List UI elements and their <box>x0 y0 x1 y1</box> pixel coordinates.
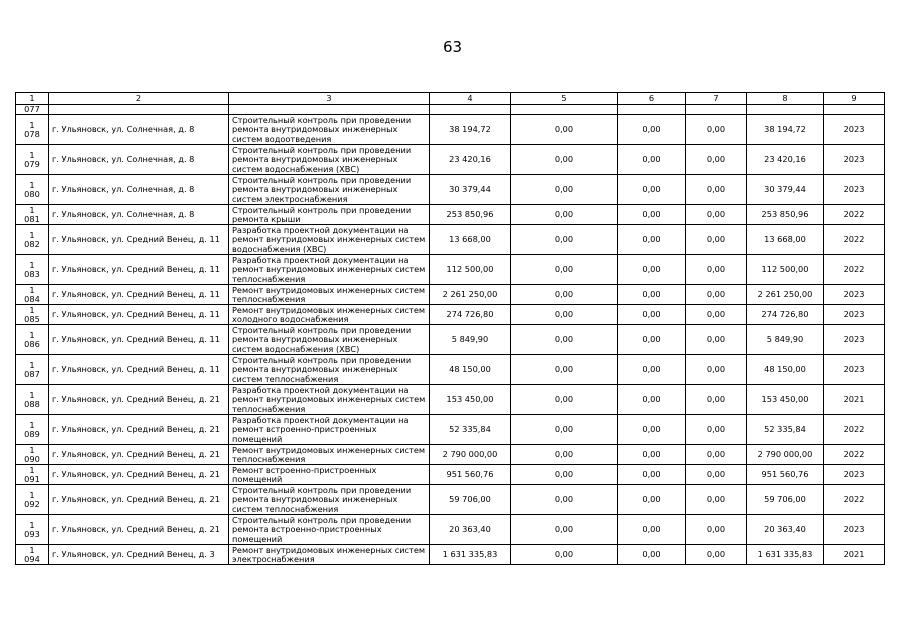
address-cell <box>49 105 229 115</box>
address-cell: г. Ульяновск, ул. Солнечная, д. 8 <box>49 115 229 145</box>
col8-cell: 13 668,00 <box>747 225 824 255</box>
col5-cell: 0,00 <box>511 485 618 515</box>
year-cell: 2023 <box>824 145 885 175</box>
address-cell: г. Ульяновск, ул. Солнечная, д. 8 <box>49 205 229 225</box>
year-cell: 2022 <box>824 255 885 285</box>
address-cell: г. Ульяновск, ул. Солнечная, д. 8 <box>49 175 229 205</box>
work-type-cell: Строительный контроль при проведении ремонта внутридомовых инженерных систем электроснабжения <box>229 175 430 205</box>
work-type-cell: Строительный контроль при проведении ремонта внутридомовых инженерных систем теплоснабжения <box>229 485 430 515</box>
work-type-cell: Ремонт внутридомовых инженерных систем холодного водоснабжения <box>229 305 430 325</box>
col6-cell: 0,00 <box>618 515 686 545</box>
work-type-cell: Разработка проектной документации на ремонт внутридомовых инженерных систем водоснабжения (ХВС) <box>229 225 430 255</box>
year-cell <box>824 105 885 115</box>
work-type-cell: Строительный контроль при проведении ремонта внутридомовых инженерных систем водоотведения <box>229 115 430 145</box>
table-body <box>16 105 885 565</box>
col8-cell: 5 849,90 <box>747 325 824 355</box>
table-row <box>16 415 885 445</box>
table-row <box>16 465 885 485</box>
col6-cell: 0,00 <box>618 325 686 355</box>
col8-cell: 52 335,84 <box>747 415 824 445</box>
work-type-cell: Разработка проектной документации на ремонт встроенно-пристроенных помещений <box>229 415 430 445</box>
col6-cell: 0,00 <box>618 305 686 325</box>
total-cost-cell: 951 560,76 <box>430 465 511 485</box>
col5-cell: 0,00 <box>511 465 618 485</box>
work-type-cell: Строительный контроль при проведении ремонта внутридомовых инженерных систем теплоснабжения <box>229 355 430 385</box>
col8-cell: 253 850,96 <box>747 205 824 225</box>
col-header-9: 9 <box>824 93 885 105</box>
table-row <box>16 175 885 205</box>
year-cell: 2022 <box>824 415 885 445</box>
total-cost-cell: 20 363,40 <box>430 515 511 545</box>
row-number: 1 080 <box>16 175 49 205</box>
address-cell: г. Ульяновск, ул. Солнечная, д. 8 <box>49 145 229 175</box>
row-number: 1 083 <box>16 255 49 285</box>
year-cell: 2023 <box>824 325 885 355</box>
work-type-cell: Строительный контроль при проведении ремонта встроенно-пристроенных помещений <box>229 515 430 545</box>
col5-cell: 0,00 <box>511 255 618 285</box>
col7-cell <box>686 105 747 115</box>
col7-cell: 0,00 <box>686 305 747 325</box>
col-header-8: 8 <box>747 93 824 105</box>
col5-cell: 0,00 <box>511 355 618 385</box>
address-cell: г. Ульяновск, ул. Средний Венец, д. 11 <box>49 355 229 385</box>
col6-cell: 0,00 <box>618 255 686 285</box>
col8-cell <box>747 105 824 115</box>
col6-cell: 0,00 <box>618 205 686 225</box>
address-cell: г. Ульяновск, ул. Средний Венец, д. 11 <box>49 255 229 285</box>
table-row <box>16 255 885 285</box>
work-type-cell: Ремонт внутридомовых инженерных систем электроснабжения <box>229 545 430 565</box>
col8-cell: 1 631 335,83 <box>747 545 824 565</box>
col8-cell: 274 726,80 <box>747 305 824 325</box>
col7-cell: 0,00 <box>686 415 747 445</box>
year-cell: 2022 <box>824 485 885 515</box>
col-header-2: 2 <box>49 93 229 105</box>
col7-cell: 0,00 <box>686 385 747 415</box>
total-cost-cell: 112 500,00 <box>430 255 511 285</box>
col7-cell: 0,00 <box>686 205 747 225</box>
col5-cell: 0,00 <box>511 205 618 225</box>
year-cell: 2022 <box>824 205 885 225</box>
col8-cell: 30 379,44 <box>747 175 824 205</box>
table-row <box>16 115 885 145</box>
row-number: 1 079 <box>16 145 49 175</box>
row-number: 1 090 <box>16 445 49 465</box>
col5-cell: 0,00 <box>511 545 618 565</box>
table-row <box>16 205 885 225</box>
work-type-cell: Строительный контроль при проведении ремонта крыши <box>229 205 430 225</box>
col8-cell: 20 363,40 <box>747 515 824 545</box>
col8-cell: 2 261 250,00 <box>747 285 824 305</box>
year-cell: 2023 <box>824 285 885 305</box>
col5-cell: 0,00 <box>511 415 618 445</box>
table-row <box>16 385 885 415</box>
col8-cell: 153 450,00 <box>747 385 824 415</box>
col8-cell: 112 500,00 <box>747 255 824 285</box>
total-cost-cell: 48 150,00 <box>430 355 511 385</box>
col6-cell: 0,00 <box>618 285 686 305</box>
total-cost-cell: 274 726,80 <box>430 305 511 325</box>
table-row <box>16 485 885 515</box>
address-cell: г. Ульяновск, ул. Средний Венец, д. 11 <box>49 285 229 305</box>
total-cost-cell: 2 261 250,00 <box>430 285 511 305</box>
year-cell: 2023 <box>824 115 885 145</box>
table-row <box>16 515 885 545</box>
col8-cell: 38 194,72 <box>747 115 824 145</box>
address-cell: г. Ульяновск, ул. Средний Венец, д. 21 <box>49 515 229 545</box>
address-cell: г. Ульяновск, ул. Средний Венец, д. 3 <box>49 545 229 565</box>
col6-cell <box>618 105 686 115</box>
row-number: 1 089 <box>16 415 49 445</box>
col7-cell: 0,00 <box>686 445 747 465</box>
work-type-cell: Ремонт внутридомовых инженерных систем теплоснабжения <box>229 285 430 305</box>
row-number: 1 082 <box>16 225 49 255</box>
col5-cell: 0,00 <box>511 175 618 205</box>
year-cell: 2021 <box>824 385 885 415</box>
work-type-cell <box>229 105 430 115</box>
year-cell: 2023 <box>824 305 885 325</box>
header-row <box>16 93 885 105</box>
address-cell: г. Ульяновск, ул. Средний Венец, д. 21 <box>49 465 229 485</box>
col-header-5: 5 <box>511 93 618 105</box>
repair-plan-table <box>15 92 885 565</box>
table-row <box>16 445 885 465</box>
table-row <box>16 145 885 175</box>
address-cell: г. Ульяновск, ул. Средний Венец, д. 11 <box>49 325 229 355</box>
table-row <box>16 325 885 355</box>
address-cell: г. Ульяновск, ул. Средний Венец, д. 21 <box>49 445 229 465</box>
col7-cell: 0,00 <box>686 325 747 355</box>
col5-cell: 0,00 <box>511 225 618 255</box>
total-cost-cell: 52 335,84 <box>430 415 511 445</box>
col5-cell: 0,00 <box>511 145 618 175</box>
col5-cell: 0,00 <box>511 325 618 355</box>
work-type-cell: Ремонт встроенно-пристроенных помещений <box>229 465 430 485</box>
total-cost-cell: 23 420,16 <box>430 145 511 175</box>
work-type-cell: Строительный контроль при проведении ремонта внутридомовых инженерных систем водоснабжения (ХВС) <box>229 145 430 175</box>
page-number: 63 <box>442 38 463 56</box>
total-cost-cell: 59 706,00 <box>430 485 511 515</box>
col6-cell: 0,00 <box>618 145 686 175</box>
row-number: 1 088 <box>16 385 49 415</box>
year-cell: 2021 <box>824 545 885 565</box>
work-type-cell: Разработка проектной документации на ремонт внутридомовых инженерных систем теплоснабжения <box>229 385 430 415</box>
address-cell: г. Ульяновск, ул. Средний Венец, д. 11 <box>49 225 229 255</box>
col7-cell: 0,00 <box>686 545 747 565</box>
col5-cell: 0,00 <box>511 515 618 545</box>
row-number: 1 086 <box>16 325 49 355</box>
year-cell: 2023 <box>824 465 885 485</box>
row-number: 1 091 <box>16 465 49 485</box>
col6-cell: 0,00 <box>618 445 686 465</box>
col-header-6: 6 <box>618 93 686 105</box>
col5-cell: 0,00 <box>511 385 618 415</box>
col7-cell: 0,00 <box>686 285 747 305</box>
col7-cell: 0,00 <box>686 355 747 385</box>
row-number: 077 <box>16 105 49 115</box>
table-row <box>16 105 885 115</box>
col6-cell: 0,00 <box>618 415 686 445</box>
col6-cell: 0,00 <box>618 115 686 145</box>
year-cell: 2022 <box>824 445 885 465</box>
col-header-1: 1 <box>16 93 49 105</box>
address-cell: г. Ульяновск, ул. Средний Венец, д. 11 <box>49 305 229 325</box>
col8-cell: 2 790 000,00 <box>747 445 824 465</box>
total-cost-cell <box>430 105 511 115</box>
col5-cell <box>511 105 618 115</box>
year-cell: 2022 <box>824 225 885 255</box>
table-row <box>16 225 885 255</box>
col6-cell: 0,00 <box>618 355 686 385</box>
col7-cell: 0,00 <box>686 485 747 515</box>
work-type-cell: Ремонт внутридомовых инженерных систем теплоснабжения <box>229 445 430 465</box>
col5-cell: 0,00 <box>511 305 618 325</box>
col6-cell: 0,00 <box>618 225 686 255</box>
col6-cell: 0,00 <box>618 465 686 485</box>
col6-cell: 0,00 <box>618 485 686 515</box>
col5-cell: 0,00 <box>511 285 618 305</box>
col5-cell: 0,00 <box>511 115 618 145</box>
table-row <box>16 355 885 385</box>
col7-cell: 0,00 <box>686 255 747 285</box>
col7-cell: 0,00 <box>686 115 747 145</box>
col7-cell: 0,00 <box>686 225 747 255</box>
col7-cell: 0,00 <box>686 145 747 175</box>
table-row <box>16 285 885 305</box>
col6-cell: 0,00 <box>618 175 686 205</box>
col6-cell: 0,00 <box>618 545 686 565</box>
row-number: 1 081 <box>16 205 49 225</box>
col8-cell: 23 420,16 <box>747 145 824 175</box>
row-number: 1 084 <box>16 285 49 305</box>
address-cell: г. Ульяновск, ул. Средний Венец, д. 21 <box>49 485 229 515</box>
table-row <box>16 305 885 325</box>
col7-cell: 0,00 <box>686 515 747 545</box>
row-number: 1 087 <box>16 355 49 385</box>
col-header-7: 7 <box>686 93 747 105</box>
work-type-cell: Строительный контроль при проведении ремонта внутридомовых инженерных систем водоснабжения (ХВС) <box>229 325 430 355</box>
year-cell: 2023 <box>824 355 885 385</box>
row-number: 1 078 <box>16 115 49 145</box>
col5-cell: 0,00 <box>511 445 618 465</box>
total-cost-cell: 2 790 000,00 <box>430 445 511 465</box>
row-number: 1 093 <box>16 515 49 545</box>
total-cost-cell: 5 849,90 <box>430 325 511 355</box>
col-header-4: 4 <box>430 93 511 105</box>
year-cell: 2023 <box>824 175 885 205</box>
total-cost-cell: 1 631 335,83 <box>430 545 511 565</box>
col6-cell: 0,00 <box>618 385 686 415</box>
row-number: 1 092 <box>16 485 49 515</box>
col8-cell: 951 560,76 <box>747 465 824 485</box>
total-cost-cell: 153 450,00 <box>430 385 511 415</box>
row-number: 1 094 <box>16 545 49 565</box>
total-cost-cell: 30 379,44 <box>430 175 511 205</box>
row-number: 1 085 <box>16 305 49 325</box>
address-cell: г. Ульяновск, ул. Средний Венец, д. 21 <box>49 385 229 415</box>
table-row <box>16 545 885 565</box>
total-cost-cell: 253 850,96 <box>430 205 511 225</box>
col7-cell: 0,00 <box>686 175 747 205</box>
year-cell: 2023 <box>824 515 885 545</box>
address-cell: г. Ульяновск, ул. Средний Венец, д. 21 <box>49 415 229 445</box>
col7-cell: 0,00 <box>686 465 747 485</box>
col8-cell: 59 706,00 <box>747 485 824 515</box>
work-type-cell: Разработка проектной документации на ремонт внутридомовых инженерных систем теплоснабжения <box>229 255 430 285</box>
col8-cell: 48 150,00 <box>747 355 824 385</box>
total-cost-cell: 13 668,00 <box>430 225 511 255</box>
col-header-3: 3 <box>229 93 430 105</box>
total-cost-cell: 38 194,72 <box>430 115 511 145</box>
